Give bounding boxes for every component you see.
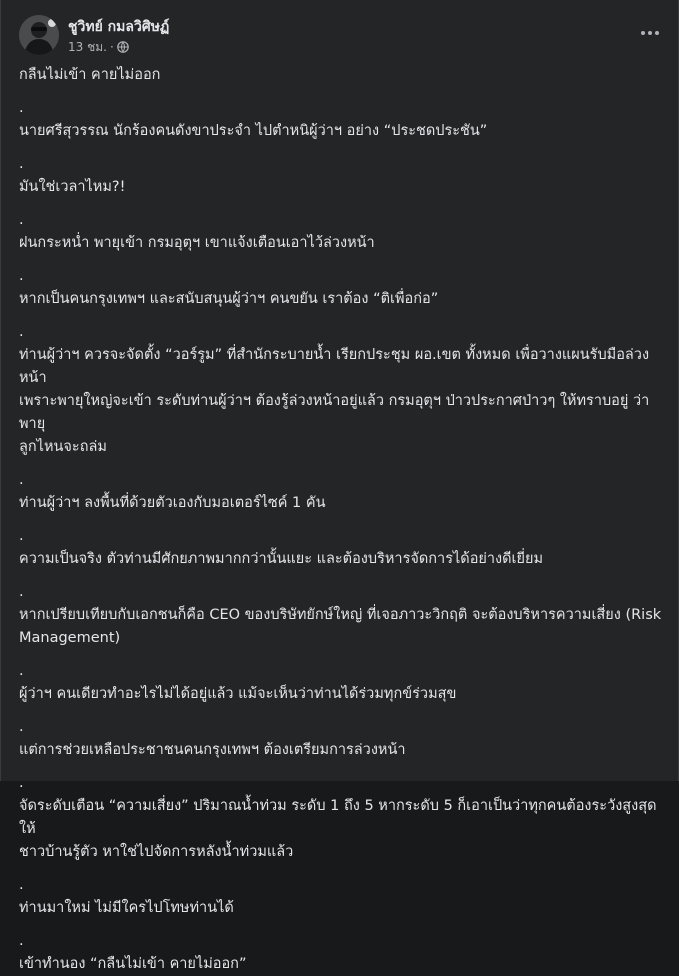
post-body	[19, 64, 662, 976]
post-divider-dot: .	[19, 100, 24, 116]
post-paragraph: หากเปรียบเทียบกับเอกชนก็คือ CEO ของบริษัทยักษ์ใหญ่ ที่เจอภาวะวิกฤติ จะต้องบริหารความเสี่ยง (Risk Management)	[19, 607, 662, 646]
post-divider-dot: .	[19, 528, 24, 544]
post-divider-dot: .	[19, 324, 24, 340]
post-paragraph: ท่านผู้ว่าฯ ควรจะจัดตั้ง “วอร์รูม” ที่สำนักระบายน้ำ เรียกประชุม ผอ.เขต ทั้งหมด เพื่อวางแผนรับมือล่วงหน้า เพราะพายุใหญ่จะเข้า ระดับท่านผู้ว่าฯ ต้องรู้ล่วงหน้าอยู่แล้ว กรมอุตุฯ ป่าวประกาศป่าวๆ ให้ทราบอยู่ ว่าพายุ ลูกไหนจะถล่ม	[19, 347, 650, 455]
post-divider-dot: .	[19, 877, 24, 893]
globe-icon[interactable]	[117, 41, 129, 53]
post-divider-dot: .	[19, 775, 24, 791]
post-paragraph: มันใช่เวลาไหม?!	[19, 179, 126, 195]
post-paragraph: ท่านผู้ว่าฯ ลงพื้นที่ด้วยตัวเองกับมอเตอร์ไซค์ 1 คัน	[19, 495, 326, 511]
post-divider-dot: .	[19, 156, 24, 172]
post-paragraph: เข้าทำนอง “กลืนไม่เข้า คายไม่ออก”	[19, 956, 247, 972]
post-paragraph: ผู้ว่าฯ คนเดียวทำอะไรไม่ได้อยู่แล้ว แม้จะเห็นว่าท่านได้ร่วมทุกข์ร่วมสุข	[19, 686, 457, 702]
post-header	[19, 15, 664, 59]
post-paragraph: แต่การช่วยเหลือประชาชนคนกรุงเทพฯ ต้องเตรียมการล่วงหน้า	[19, 742, 406, 758]
post-paragraph: กลืนไม่เข้า คายไม่ออก	[19, 67, 161, 83]
more-horizontal-icon[interactable]	[638, 21, 662, 45]
post-paragraph: ความเป็นจริง ตัวท่านมีศักยภาพมากกว่านั้นแยะ และต้องบริหารจัดการได้อย่างดีเยี่ยม	[19, 551, 544, 567]
post-divider-dot: .	[19, 212, 24, 228]
post-divider-dot: .	[19, 268, 24, 284]
post-divider-dot: .	[19, 663, 24, 679]
post-paragraph: นายศรีสุวรรณ นักร้องคนดังขาประจำ ไปตำหนิผู้ว่าฯ อย่าง “ประชดประชัน”	[19, 123, 488, 139]
post-divider-dot: .	[19, 933, 24, 949]
post-paragraph: หากเป็นคนกรุงเทพฯ และสนับสนุนผู้ว่าฯ คนขยัน เราต้อง “ติเพื่อก่อ”	[19, 291, 439, 307]
post-paragraph: จัดระดับเตือน “ความเสี่ยง” ปริมาณน้ำท่วม ระดับ 1 ถึง 5 หากระดับ 5 ก็เอาเป็นว่าทุกคนต้องระวังสูงสุด ให้ ชาวบ้านรู้ตัว หาใช่ไปจัดการหลังน้ำท่วมแล้ว	[19, 798, 657, 860]
post-divider-dot: .	[19, 584, 24, 600]
meta-separator: ·	[109, 40, 114, 54]
post-paragraph: ฝนกระหน่ำ พายุเข้า กรมอุตุฯ เขาแจ้งเตือนเอาไว้ล่วงหน้า	[19, 235, 375, 251]
post-divider-dot: .	[19, 472, 24, 488]
post-paragraph: ท่านมาใหม่ ไม่มีใครไปโทษท่านได้	[19, 900, 234, 916]
avatar[interactable]	[19, 15, 59, 55]
post-time[interactable]: 13 ชม.	[68, 40, 107, 54]
post-divider-dot: .	[19, 719, 24, 735]
post-meta	[68, 39, 129, 55]
author-name[interactable]: ชูวิทย์ กมลวิศิษฏ์	[68, 19, 170, 35]
